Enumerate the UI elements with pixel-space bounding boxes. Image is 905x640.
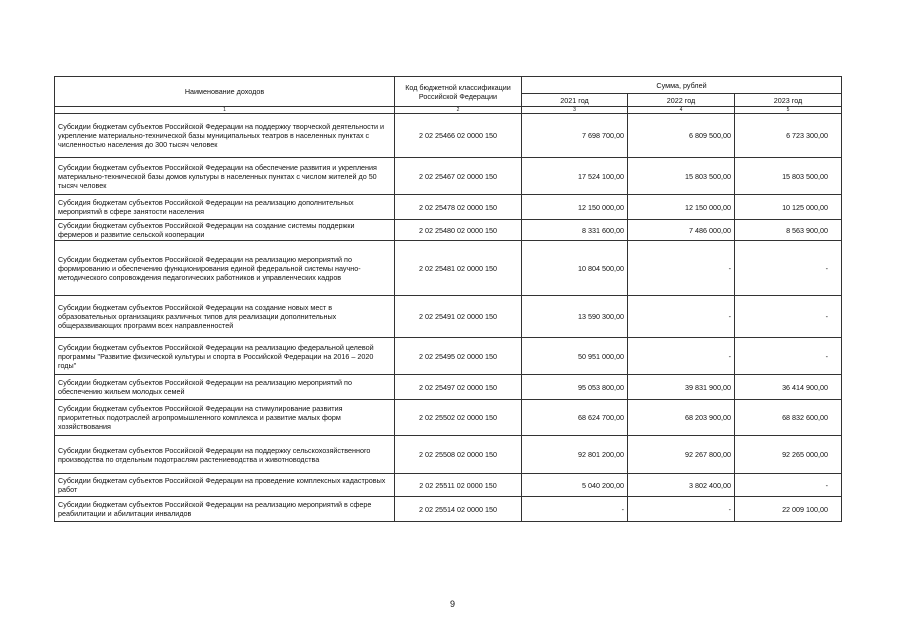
amount-2022-cell: - xyxy=(628,296,735,338)
table-row xyxy=(55,375,842,400)
revenue-name-cell: Субсидии бюджетам субъектов Российской Федерации на поддержку сельскохозяйственного производства по отдельным подотраслям растениеводства и животноводства xyxy=(55,436,395,474)
revenue-table xyxy=(54,76,842,522)
column-number: 4 xyxy=(628,107,735,114)
header-year-2022: 2022 год xyxy=(628,94,735,107)
table-row xyxy=(55,474,842,497)
table-row xyxy=(55,497,842,522)
amount-2023-cell: 92 265 000,00 xyxy=(735,436,842,474)
revenue-name-cell: Субсидии бюджетам субъектов Российской Федерации на реализацию федеральной целевой программы "Развитие физической культуры и спорта в Российской Федерации на 2016 – 2020 годы" xyxy=(55,338,395,375)
amount-2023-cell: - xyxy=(735,296,842,338)
amount-2021-cell: 17 524 100,00 xyxy=(522,158,628,195)
table-row xyxy=(55,114,842,158)
budget-code-cell: 2 02 25508 02 0000 150 xyxy=(395,436,522,474)
table-row xyxy=(55,296,842,338)
budget-code-cell: 2 02 25497 02 0000 150 xyxy=(395,375,522,400)
revenue-name-cell: Субсидии бюджетам субъектов Российской Федерации на обеспечение развития и укрепления материально-технической базы домов культуры в населенных пунктах с числом жителей до 50 тысяч человек xyxy=(55,158,395,195)
revenue-name-cell: Субсидия бюджетам субъектов Российской Федерации на реализацию дополнительных мероприятий в сфере занятости населения xyxy=(55,195,395,220)
header-year-2021: 2021 год xyxy=(522,94,628,107)
amount-2023-cell: 15 803 500,00 xyxy=(735,158,842,195)
amount-2022-cell: 6 809 500,00 xyxy=(628,114,735,158)
amount-2021-cell: - xyxy=(522,497,628,522)
amount-2021-cell: 7 698 700,00 xyxy=(522,114,628,158)
amount-2023-cell: - xyxy=(735,338,842,375)
revenue-name-cell: Субсидии бюджетам субъектов Российской Федерации на проведение комплексных кадастровых работ xyxy=(55,474,395,497)
amount-2022-cell: 68 203 900,00 xyxy=(628,400,735,436)
amount-2021-cell: 92 801 200,00 xyxy=(522,436,628,474)
amount-2023-cell: 36 414 900,00 xyxy=(735,375,842,400)
table-row xyxy=(55,436,842,474)
amount-2022-cell: 3 802 400,00 xyxy=(628,474,735,497)
header-year-2023: 2023 год xyxy=(735,94,842,107)
revenue-name-cell: Субсидии бюджетам субъектов Российской Федерации на создание новых мест в образовательных организациях различных типов для реализации дополнительных общеразвивающих программ всех направленностей xyxy=(55,296,395,338)
amount-2021-cell: 95 053 800,00 xyxy=(522,375,628,400)
budget-code-cell: 2 02 25502 02 0000 150 xyxy=(395,400,522,436)
header-code: Код бюджетной классификации Российской Федерации xyxy=(395,77,522,107)
amount-2023-cell: - xyxy=(735,474,842,497)
budget-code-cell: 2 02 25491 02 0000 150 xyxy=(395,296,522,338)
amount-2021-cell: 13 590 300,00 xyxy=(522,296,628,338)
budget-code-cell: 2 02 25511 02 0000 150 xyxy=(395,474,522,497)
table-row xyxy=(55,241,842,296)
amount-2021-cell: 8 331 600,00 xyxy=(522,220,628,241)
amount-2022-cell: 15 803 500,00 xyxy=(628,158,735,195)
amount-2022-cell: 39 831 900,00 xyxy=(628,375,735,400)
table-row xyxy=(55,220,842,241)
table-body xyxy=(55,114,842,522)
amount-2022-cell: - xyxy=(628,338,735,375)
column-number: 3 xyxy=(522,107,628,114)
table-row xyxy=(55,158,842,195)
column-number-row xyxy=(55,107,842,114)
column-number: 5 xyxy=(735,107,842,114)
amount-2021-cell: 12 150 000,00 xyxy=(522,195,628,220)
table-row xyxy=(55,195,842,220)
amount-2023-cell: 68 832 600,00 xyxy=(735,400,842,436)
page-number: 9 xyxy=(449,599,455,609)
budget-code-cell: 2 02 25480 02 0000 150 xyxy=(395,220,522,241)
table-row xyxy=(55,400,842,436)
amount-2023-cell: 6 723 300,00 xyxy=(735,114,842,158)
revenue-name-cell: Субсидии бюджетам субъектов Российской Федерации на создание системы поддержки фермеров и развитие сельской кооперации xyxy=(55,220,395,241)
column-number: 1 xyxy=(55,107,395,114)
amount-2022-cell: - xyxy=(628,497,735,522)
amount-2023-cell: 8 563 900,00 xyxy=(735,220,842,241)
header-sum: Сумма, рублей xyxy=(522,77,842,94)
amount-2023-cell: 10 125 000,00 xyxy=(735,195,842,220)
table-row xyxy=(55,338,842,375)
amount-2021-cell: 5 040 200,00 xyxy=(522,474,628,497)
amount-2023-cell: 22 009 100,00 xyxy=(735,497,842,522)
amount-2021-cell: 50 951 000,00 xyxy=(522,338,628,375)
revenue-name-cell: Субсидии бюджетам субъектов Российской Федерации на стимулирование развития приоритетных подотраслей агропромышленного комплекса и развитие малых форм хозяйствования xyxy=(55,400,395,436)
budget-code-cell: 2 02 25466 02 0000 150 xyxy=(395,114,522,158)
amount-2021-cell: 10 804 500,00 xyxy=(522,241,628,296)
revenue-name-cell: Субсидии бюджетам субъектов Российской Федерации на реализацию мероприятий в сфере реабилитации и абилитации инвалидов xyxy=(55,497,395,522)
budget-code-cell: 2 02 25467 02 0000 150 xyxy=(395,158,522,195)
revenue-name-cell: Субсидии бюджетам субъектов Российской Федерации на реализацию мероприятий по обеспечению жильем молодых семей xyxy=(55,375,395,400)
revenue-name-cell: Субсидии бюджетам субъектов Российской Федерации на реализацию мероприятий по формированию и обеспечению функционирования единой федеральной системы научно-методического сопровождения педагогических работников и управленческих кадров xyxy=(55,241,395,296)
amount-2023-cell: - xyxy=(735,241,842,296)
amount-2022-cell: 92 267 800,00 xyxy=(628,436,735,474)
amount-2022-cell: - xyxy=(628,241,735,296)
header-name: Наименование доходов xyxy=(55,77,395,107)
amount-2022-cell: 12 150 000,00 xyxy=(628,195,735,220)
revenue-name-cell: Субсидии бюджетам субъектов Российской Федерации на поддержку творческой деятельности и укрепление материально-технической базы муниципальных театров в населенных пунктах с численностью населения до 300 тысяч человек xyxy=(55,114,395,158)
budget-code-cell: 2 02 25514 02 0000 150 xyxy=(395,497,522,522)
column-number: 2 xyxy=(395,107,522,114)
budget-code-cell: 2 02 25495 02 0000 150 xyxy=(395,338,522,375)
amount-2022-cell: 7 486 000,00 xyxy=(628,220,735,241)
budget-code-cell: 2 02 25478 02 0000 150 xyxy=(395,195,522,220)
amount-2021-cell: 68 624 700,00 xyxy=(522,400,628,436)
budget-code-cell: 2 02 25481 02 0000 150 xyxy=(395,241,522,296)
